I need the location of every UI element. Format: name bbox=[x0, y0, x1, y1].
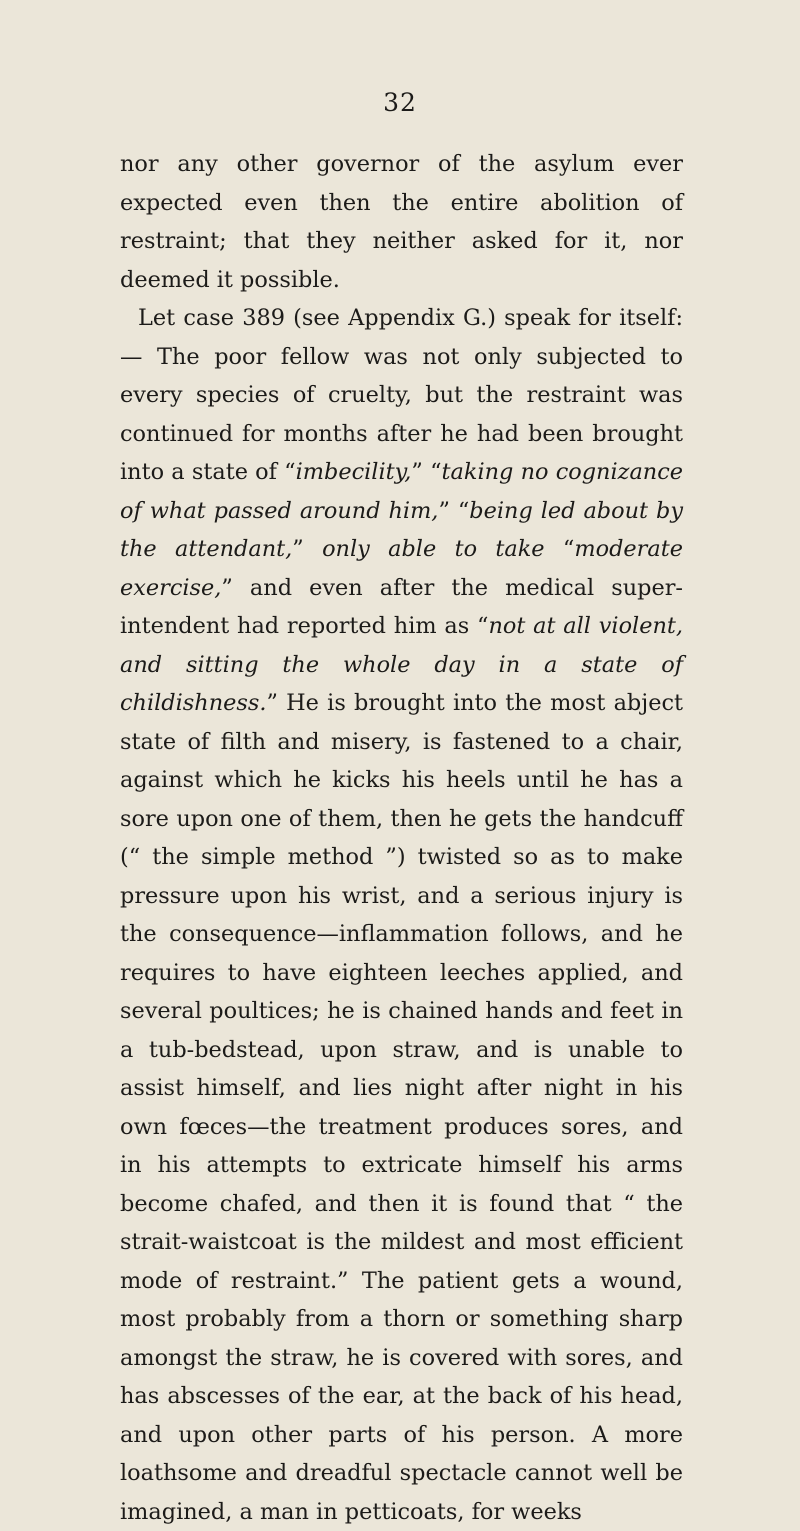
text-run: ” “ bbox=[411, 459, 442, 485]
text-run: ” and even after the medical superintendent had reported him as “ bbox=[120, 574, 683, 639]
italic-quote: only able to take bbox=[322, 536, 545, 562]
italic-quote: taking no cognizance of what passed around him, bbox=[120, 459, 683, 524]
text-run: ” “ bbox=[438, 497, 470, 524]
paragraph bbox=[120, 299, 683, 1531]
italic-quote: imbecility, bbox=[295, 459, 412, 485]
body-text bbox=[120, 145, 683, 1531]
italic-quote: not at all violent, and sitting the whole day in a state of childishness. bbox=[120, 613, 683, 716]
italic-quote: moderate exercise, bbox=[120, 536, 683, 601]
page-number: 32 bbox=[383, 88, 417, 117]
text-run: ” He is brought into the most abject state of filth and misery, is fastened to a chair, against which he kicks his heels until he has a sore upon one of them, then he gets the handcuff (“ the simple method ”) twisted so as to make pressure upon his wrist, and a serious injury is the consequence—inflammation follows, and he requires to have eighteen leeches applied, and several poultices; he is chained hands and feet in a tub-bedstead, upon straw, and is unable to assist himself, and lies night after night in his own fœces—the treatment produces sores, and in his attempts to extricate himself his arms become chafed, and then it is found that “ the strait-waistcoat is the mildest and most efficient mode of restraint.” The patient gets a wound, most probably from a thorn or something sharp amongst the straw, he is covered with sores, and has abscesses of the ear, at the back of his head, and upon other parts of his person. A more loathsome and dreadful spectacle cannot well be imagined, a man in petticoats, for weeks bbox=[120, 690, 683, 1525]
paragraph bbox=[120, 145, 683, 299]
text-run: nor any other governor of the asylum ever expected even then the entire abolition of restraint; that they neither asked for it, nor deemed it possible. bbox=[120, 151, 683, 293]
italic-quote: being led about by the attendant, bbox=[120, 497, 683, 562]
text-run: Let case 389 (see Appendix G.) speak for itself:— The poor fellow was not only subjected to every species of cruelty, but the restraint was continued for months after he had been brought into a state of “ bbox=[120, 305, 683, 485]
text-run: ” bbox=[292, 536, 323, 562]
text-run: “ bbox=[544, 536, 575, 562]
